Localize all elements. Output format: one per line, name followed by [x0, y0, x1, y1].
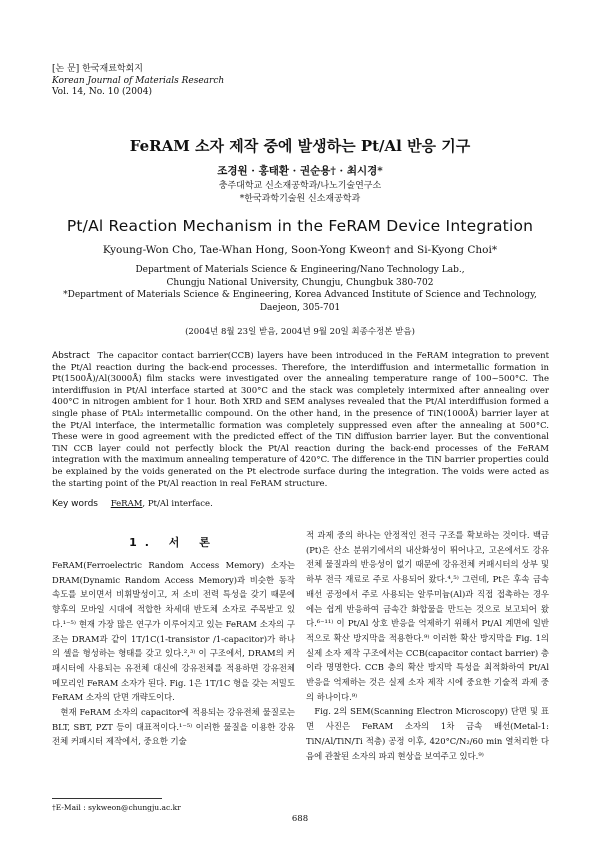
- journal-header: [52, 64, 224, 99]
- paragraph: 적 과제 중의 하나는 안정적인 전극 구조를 확보하는 것이다. 백금(Pt)은 산소 분위기에서의 내산화성이 뛰어나고, 고온에서도 강유전체 물질과의 반응성이 없기 때문에 강유전체 커패시터의 상부 및 하부 전극 재료로 주로 사용되어 왔다.⁴,⁵⁾ 그런데, Pt은 후속 금속 배선 공정에서 주로 사용되는 알루미늄(Al)과 직접 접촉하는 경우에는 쉽게 반응하여 금속간 화합물을 만드는 것으로 보고되어 왔다.⁶⁻¹¹⁾ 이 Pt/Al 상호 반응을 억제하기 위해서 Pt/Al 계면에 일반적으로 확산 방지막을 적용한다.⁹⁾ 이러한 확산 방지막을 Fig. 1의 실제 소자 제작 구조에서는 CCB(capacitor contact barrier) 층이라 명명한다. CCB 층의 확산 방지막 특성을 최적화하여 Pt/Al 반응을 억제하는 것은 실제 소자 제작 시에 중요한 기술적 과제 중의 하나이다.⁹⁾: [306, 530, 549, 702]
- footnote-divider: [52, 798, 162, 799]
- journal-name: Korean Journal of Materials Research: [52, 75, 225, 86]
- keyword-rest: , Pt/Al interface.: [142, 499, 213, 509]
- korean-affiliations: [40, 180, 560, 206]
- paragraph: 현재 FeRAM 소자의 capacitor에 적용되는 강유전체 물질로는 BLT, SBT, PZT 등이 대표적이다.¹⁻⁵⁾ 이러한 물질을 이용한 강유전체 커패시터 제작에서, 중요한 기술: [52, 707, 295, 747]
- affiliation-line: Chungju National University, Chungju, Chungbuk 380-702: [166, 277, 434, 288]
- page-number: 688: [291, 814, 309, 824]
- paragraph: FeRAM(Ferroelectric Random Access Memory) 소자는 DRAM(Dynamic Random Access Memory)과 비슷한 동작 속도를 보이면서 비휘발성이고, 저 소비 전력 특성을 갖기 때문에 향후의 모바일 시대에 적합한 차세대 반도체 소자로 주목받고 있다.¹⁻⁵⁾ 현재 가장 많은 연구가 이루어지고 있는 FeRAM 소자의 구조는 DRAM과 같이 1T/1C(1-transistor /1-capacitor)가 하나의 셀을 형성하는 형태를 갖고 있다.²,³⁾ 이 구조에서, DRAM의 커패시터에 사용되는 유전체 대신에 강유전체를 적용하면 강유전체 메모리인 FeRAM 소자가 된다. Fig. 1은 1T/1C 형을 갖는 저밀도 FeRAM 소자의 단면 개략도이다.: [52, 560, 295, 703]
- abstract-label: Abstract: [52, 351, 90, 361]
- article-type-line: [논 문] 한국재료학회지: [52, 64, 143, 74]
- affiliation-line: *한국과학기술원 신소재공학과: [239, 194, 361, 204]
- volume-info: Vol. 14, No. 10 (2004): [52, 87, 152, 97]
- korean-authors: 조경원 · 홍태환 · 권순용† · 최시경*: [217, 165, 383, 177]
- english-authors: Kyoung-Won Cho, Tae-Whan Hong, Soon-Yong Kweon† and Si-Kyong Choi*: [102, 244, 498, 256]
- left-column: [52, 558, 295, 749]
- paragraph: Fig. 2의 SEM(Scanning Electron Microscopy) 단면 및 표면 사진은 FeRAM 소자의 1차 금속 배선(Metal-1: TiN/Al/TiN/Ti 적층) 공정 이후, 420°C/N₂/60 min 열처리한 다음에 관찰된 소자의 파괴 현상을 보여주고 있다.⁹⁾: [306, 706, 549, 761]
- keywords-label: Key words: [52, 499, 98, 509]
- keyword-feram: FeRAM: [110, 499, 143, 509]
- affiliation-line: Daejeon, 305-701: [259, 302, 341, 313]
- english-title: Pt/Al Reaction Mechanism in the FeRAM Device Integration: [66, 217, 534, 235]
- right-column: [306, 528, 549, 763]
- affiliation-line: Department of Materials Science & Engineering/Nano Technology Lab.,: [135, 265, 465, 275]
- abstract-text: The capacitor contact barrier(CCB) layers have been introduced in the FeRAM integration to prevent the Pt/Al reaction during the back-end processes. Therefore, the interdiffusion and intermetallic formation in Pt(1500Å)/Al(3000Å) film stacks were investigated over the annealing temperature range of 100~500°C. The interdiffusion in Pt/Al interface started at 300°C and the stack was completely intermixed after annealing over 400°C in nitrogen ambient for 1 hour. Both XRD and SEM analyses revealed that the Pt/Al interdiffusion formed a single phase of PtAl₂ intermetallic compound. On the other hand, in the presence of TiN(1000Å) barrier layer at the Pt/Al interface, the intermetallic formation was completely suppressed even after the annealing at 500°C. These were in good agreement with the predicted effect of the TiN diffusion barrier layer. But the conventional TiN CCB layer could not perfectly block the Pt/Al reaction during the back-end processes of the FeRAM integration with the maximum annealing temperature of 420°C. The difference in the TiN barrier properties could be explained by the voids generated on the Pt electrode surface during the integration. The voids were acted as the starting point of the Pt/Al reaction in real FeRAM structure.: [52, 351, 550, 489]
- korean-title: FeRAM 소자 제작 중에 발생하는 Pt/Al 반응 기구: [129, 137, 471, 155]
- affiliation-line: *Department of Materials Science & Engineering, Korea Advanced Institute of Science and Technology,: [63, 290, 537, 300]
- section-heading-introduction: 1. 서 론: [129, 536, 218, 549]
- keywords: [52, 499, 213, 509]
- abstract: [52, 351, 549, 490]
- corresponding-email: †E-Mail : sykweon@chungju.ac.kr: [52, 803, 181, 812]
- english-affiliations: [40, 264, 560, 314]
- affiliation-line: 충주대학교 신소재공학과/나노기술연구소: [218, 181, 382, 191]
- received-dates: (2004년 8월 23일 받음, 2004년 9월 20일 최종수정본 받음): [185, 327, 415, 337]
